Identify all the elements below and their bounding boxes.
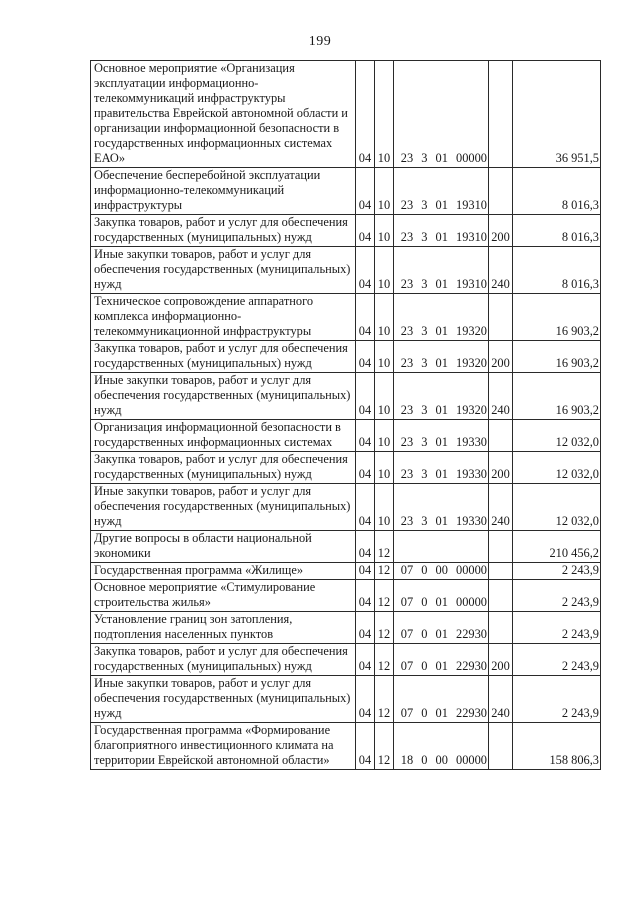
amount: 8 016,3 (513, 168, 601, 215)
amount: 12 032,0 (513, 484, 601, 531)
section-code: 04 (356, 644, 375, 676)
section-code: 04 (356, 563, 375, 580)
subsection-code: 10 (375, 452, 394, 484)
target-article-code: 07 0 01 22930 (394, 644, 489, 676)
target-article-code: 23 3 01 19330 (394, 452, 489, 484)
table-row (91, 373, 601, 420)
expense-type-code: 200 (489, 215, 513, 247)
subsection-code: 10 (375, 247, 394, 294)
budget-table (90, 60, 601, 770)
subsection-code: 10 (375, 61, 394, 168)
subsection-code: 10 (375, 373, 394, 420)
target-article-code (394, 531, 489, 563)
subsection-code: 12 (375, 612, 394, 644)
expense-type-code: 240 (489, 247, 513, 294)
target-article-code: 23 3 01 19310 (394, 215, 489, 247)
expense-type-code: 200 (489, 452, 513, 484)
section-code: 04 (356, 452, 375, 484)
subsection-code: 10 (375, 484, 394, 531)
target-article-code: 07 0 01 22930 (394, 612, 489, 644)
item-name: Государственная программа «Жилище» (91, 563, 356, 580)
section-code: 04 (356, 168, 375, 215)
amount: 158 806,3 (513, 723, 601, 770)
item-name: Организация информационной безопасности в государственных информационных системах (91, 420, 356, 452)
item-name: Иные закупки товаров, работ и услуг для обеспечения государственных (муниципальных) нужд (91, 676, 356, 723)
section-code: 04 (356, 676, 375, 723)
table-row (91, 420, 601, 452)
table-row (91, 676, 601, 723)
item-name: Закупка товаров, работ и услуг для обеспечения государственных (муниципальных) нужд (91, 215, 356, 247)
table-row (91, 612, 601, 644)
amount: 12 032,0 (513, 420, 601, 452)
target-article-code: 07 0 00 00000 (394, 563, 489, 580)
target-article-code: 23 3 01 00000 (394, 61, 489, 168)
expense-type-code (489, 531, 513, 563)
expense-type-code (489, 723, 513, 770)
section-code: 04 (356, 294, 375, 341)
table-row (91, 531, 601, 563)
section-code: 04 (356, 215, 375, 247)
amount: 16 903,2 (513, 294, 601, 341)
table-row (91, 563, 601, 580)
amount: 16 903,2 (513, 341, 601, 373)
subsection-code: 10 (375, 420, 394, 452)
expense-type-code (489, 294, 513, 341)
section-code: 04 (356, 373, 375, 420)
subsection-code: 12 (375, 580, 394, 612)
amount: 36 951,5 (513, 61, 601, 168)
target-article-code: 07 0 01 22930 (394, 676, 489, 723)
budget-table-body (91, 61, 601, 770)
table-row (91, 215, 601, 247)
table-row (91, 247, 601, 294)
subsection-code: 12 (375, 563, 394, 580)
amount: 2 243,9 (513, 612, 601, 644)
section-code: 04 (356, 612, 375, 644)
expense-type-code (489, 61, 513, 168)
subsection-code: 12 (375, 531, 394, 563)
target-article-code: 23 3 01 19330 (394, 484, 489, 531)
target-article-code: 07 0 01 00000 (394, 580, 489, 612)
item-name: Основное мероприятие «Организация эксплуатации информационно-телекоммуникаций инфраструктуры правительства Еврейской автономной области и организации информационной безопасности в государственных информационных системах ЕАО» (91, 61, 356, 168)
amount: 2 243,9 (513, 644, 601, 676)
table-row (91, 580, 601, 612)
item-name: Закупка товаров, работ и услуг для обеспечения государственных (муниципальных) нужд (91, 644, 356, 676)
table-row (91, 484, 601, 531)
section-code: 04 (356, 531, 375, 563)
expense-type-code (489, 580, 513, 612)
subsection-code: 10 (375, 341, 394, 373)
section-code: 04 (356, 484, 375, 531)
item-name: Иные закупки товаров, работ и услуг для обеспечения государственных (муниципальных) нужд (91, 484, 356, 531)
subsection-code: 10 (375, 294, 394, 341)
table-row (91, 452, 601, 484)
expense-type-code: 240 (489, 373, 513, 420)
expense-type-code: 200 (489, 644, 513, 676)
section-code: 04 (356, 247, 375, 294)
expense-type-code (489, 612, 513, 644)
section-code: 04 (356, 580, 375, 612)
table-row (91, 61, 601, 168)
subsection-code: 12 (375, 676, 394, 723)
table-row (91, 723, 601, 770)
expense-type-code: 240 (489, 484, 513, 531)
table-row (91, 341, 601, 373)
target-article-code: 23 3 01 19330 (394, 420, 489, 452)
target-article-code: 23 3 01 19320 (394, 341, 489, 373)
amount: 16 903,2 (513, 373, 601, 420)
item-name: Иные закупки товаров, работ и услуг для обеспечения государственных (муниципальных) нужд (91, 373, 356, 420)
amount: 2 243,9 (513, 676, 601, 723)
item-name: Установление границ зон затопления, подтопления населенных пунктов (91, 612, 356, 644)
amount: 210 456,2 (513, 531, 601, 563)
target-article-code: 23 3 01 19310 (394, 168, 489, 215)
subsection-code: 12 (375, 644, 394, 676)
item-name: Закупка товаров, работ и услуг для обеспечения государственных (муниципальных) нужд (91, 452, 356, 484)
amount: 2 243,9 (513, 563, 601, 580)
expense-type-code (489, 420, 513, 452)
item-name: Государственная программа «Формирование благоприятного инвестиционного климата на территории Еврейской автономной области» (91, 723, 356, 770)
item-name: Иные закупки товаров, работ и услуг для обеспечения государственных (муниципальных) нужд (91, 247, 356, 294)
subsection-code: 10 (375, 215, 394, 247)
section-code: 04 (356, 420, 375, 452)
subsection-code: 10 (375, 168, 394, 215)
item-name: Техническое сопровождение аппаратного комплекса информационно-телекоммуникационной инфраструктуры (91, 294, 356, 341)
page-number: 199 (308, 34, 332, 49)
amount: 2 243,9 (513, 580, 601, 612)
amount: 8 016,3 (513, 247, 601, 294)
target-article-code: 23 3 01 19320 (394, 294, 489, 341)
expense-type-code (489, 563, 513, 580)
subsection-code: 12 (375, 723, 394, 770)
amount: 12 032,0 (513, 452, 601, 484)
item-name: Другие вопросы в области национальной экономики (91, 531, 356, 563)
item-name: Закупка товаров, работ и услуг для обеспечения государственных (муниципальных) нужд (91, 341, 356, 373)
expense-type-code: 200 (489, 341, 513, 373)
table-row (91, 294, 601, 341)
section-code: 04 (356, 341, 375, 373)
table-row (91, 168, 601, 215)
target-article-code: 23 3 01 19320 (394, 373, 489, 420)
table-row (91, 644, 601, 676)
target-article-code: 18 0 00 00000 (394, 723, 489, 770)
item-name: Обеспечение бесперебойной эксплуатации информационно-телекоммуникаций инфраструктуры (91, 168, 356, 215)
target-article-code: 23 3 01 19310 (394, 247, 489, 294)
item-name: Основное мероприятие «Стимулирование строительства жилья» (91, 580, 356, 612)
amount: 8 016,3 (513, 215, 601, 247)
expense-type-code: 240 (489, 676, 513, 723)
expense-type-code (489, 168, 513, 215)
section-code: 04 (356, 61, 375, 168)
section-code: 04 (356, 723, 375, 770)
